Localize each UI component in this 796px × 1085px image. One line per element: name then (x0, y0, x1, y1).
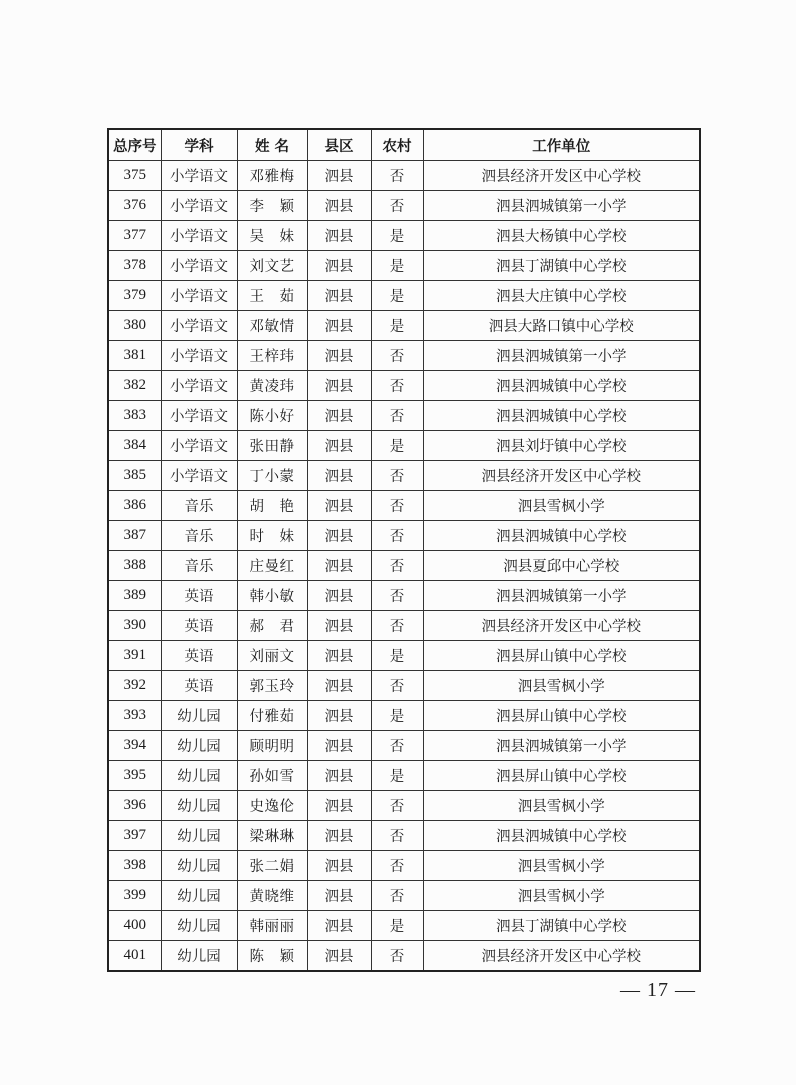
cell-subject: 小学语文 (161, 461, 237, 491)
cell-serial-number: 381 (108, 341, 161, 371)
cell-work-unit: 泗县泗城镇中心学校 (423, 371, 700, 401)
cell-subject: 小学语文 (161, 371, 237, 401)
cell-serial-number: 394 (108, 731, 161, 761)
cell-work-unit: 泗县雪枫小学 (423, 491, 700, 521)
cell-rural: 否 (371, 881, 423, 911)
cell-rural: 否 (371, 611, 423, 641)
cell-serial-number: 375 (108, 161, 161, 191)
cell-serial-number: 400 (108, 911, 161, 941)
table-row (108, 881, 700, 911)
cell-serial-number: 399 (108, 881, 161, 911)
cell-name: 陈 颖 (237, 941, 307, 972)
table-row (108, 581, 700, 611)
cell-name: 刘文艺 (237, 251, 307, 281)
cell-subject: 幼儿园 (161, 851, 237, 881)
table-row (108, 161, 700, 191)
cell-county: 泗县 (307, 911, 371, 941)
table-header-row (108, 129, 700, 161)
cell-work-unit: 泗县雪枫小学 (423, 791, 700, 821)
table-row (108, 341, 700, 371)
cell-rural: 否 (371, 671, 423, 701)
cell-work-unit: 泗县屏山镇中心学校 (423, 761, 700, 791)
cell-work-unit: 泗县雪枫小学 (423, 671, 700, 701)
cell-serial-number: 392 (108, 671, 161, 701)
table-body (108, 161, 700, 972)
cell-subject: 幼儿园 (161, 881, 237, 911)
cell-subject: 小学语文 (161, 191, 237, 221)
cell-work-unit: 泗县大庄镇中心学校 (423, 281, 700, 311)
cell-name: 黄晓维 (237, 881, 307, 911)
cell-subject: 小学语文 (161, 341, 237, 371)
cell-rural: 否 (371, 491, 423, 521)
cell-serial-number: 398 (108, 851, 161, 881)
cell-subject: 幼儿园 (161, 821, 237, 851)
table-row (108, 281, 700, 311)
cell-county: 泗县 (307, 401, 371, 431)
cell-serial-number: 393 (108, 701, 161, 731)
cell-subject: 小学语文 (161, 401, 237, 431)
cell-name: 韩小敏 (237, 581, 307, 611)
cell-name: 胡 艳 (237, 491, 307, 521)
cell-name: 丁小蒙 (237, 461, 307, 491)
cell-name: 孙如雪 (237, 761, 307, 791)
cell-serial-number: 382 (108, 371, 161, 401)
cell-county: 泗县 (307, 821, 371, 851)
cell-county: 泗县 (307, 251, 371, 281)
cell-serial-number: 377 (108, 221, 161, 251)
cell-serial-number: 397 (108, 821, 161, 851)
cell-name: 梁琳琳 (237, 821, 307, 851)
cell-subject: 幼儿园 (161, 761, 237, 791)
cell-county: 泗县 (307, 611, 371, 641)
cell-name: 郝 君 (237, 611, 307, 641)
table-row (108, 791, 700, 821)
cell-subject: 音乐 (161, 551, 237, 581)
cell-rural: 否 (371, 521, 423, 551)
table-row (108, 221, 700, 251)
cell-county: 泗县 (307, 851, 371, 881)
cell-serial-number: 383 (108, 401, 161, 431)
cell-subject: 幼儿园 (161, 701, 237, 731)
cell-name: 顾明明 (237, 731, 307, 761)
cell-subject: 小学语文 (161, 281, 237, 311)
cell-rural: 否 (371, 371, 423, 401)
cell-rural: 否 (371, 731, 423, 761)
table-row (108, 611, 700, 641)
column-header-serial-number: 总序号 (108, 129, 161, 161)
cell-county: 泗县 (307, 311, 371, 341)
cell-name: 吴 妹 (237, 221, 307, 251)
table-row (108, 761, 700, 791)
column-header-work-unit: 工作单位 (423, 129, 700, 161)
cell-name: 邓敏情 (237, 311, 307, 341)
cell-work-unit: 泗县泗城镇第一小学 (423, 581, 700, 611)
cell-work-unit: 泗县丁湖镇中心学校 (423, 911, 700, 941)
cell-rural: 是 (371, 701, 423, 731)
cell-serial-number: 379 (108, 281, 161, 311)
column-header-name: 姓 名 (237, 129, 307, 161)
table-row (108, 371, 700, 401)
cell-serial-number: 387 (108, 521, 161, 551)
cell-name: 黄凌玮 (237, 371, 307, 401)
cell-rural: 是 (371, 431, 423, 461)
cell-name: 张田静 (237, 431, 307, 461)
cell-work-unit: 泗县泗城镇中心学校 (423, 521, 700, 551)
cell-serial-number: 386 (108, 491, 161, 521)
cell-rural: 是 (371, 281, 423, 311)
cell-county: 泗县 (307, 191, 371, 221)
cell-work-unit: 泗县泗城镇第一小学 (423, 731, 700, 761)
cell-county: 泗县 (307, 491, 371, 521)
column-header-subject: 学科 (161, 129, 237, 161)
cell-subject: 音乐 (161, 491, 237, 521)
table-row (108, 911, 700, 941)
cell-subject: 英语 (161, 671, 237, 701)
cell-name: 郭玉玲 (237, 671, 307, 701)
table-row (108, 641, 700, 671)
cell-serial-number: 389 (108, 581, 161, 611)
cell-serial-number: 390 (108, 611, 161, 641)
table-row (108, 521, 700, 551)
cell-subject: 幼儿园 (161, 941, 237, 972)
table-row (108, 731, 700, 761)
cell-county: 泗县 (307, 791, 371, 821)
cell-work-unit: 泗县经济开发区中心学校 (423, 941, 700, 972)
cell-serial-number: 395 (108, 761, 161, 791)
table-row (108, 311, 700, 341)
page-number: — 17 — (620, 979, 696, 1001)
cell-county: 泗县 (307, 941, 371, 972)
cell-rural: 否 (371, 821, 423, 851)
cell-work-unit: 泗县经济开发区中心学校 (423, 611, 700, 641)
cell-work-unit: 泗县大杨镇中心学校 (423, 221, 700, 251)
cell-subject: 幼儿园 (161, 791, 237, 821)
cell-name: 陈小好 (237, 401, 307, 431)
cell-county: 泗县 (307, 701, 371, 731)
cell-rural: 否 (371, 791, 423, 821)
cell-work-unit: 泗县经济开发区中心学校 (423, 161, 700, 191)
table-row (108, 431, 700, 461)
cell-work-unit: 泗县屏山镇中心学校 (423, 701, 700, 731)
cell-serial-number: 376 (108, 191, 161, 221)
cell-work-unit: 泗县泗城镇第一小学 (423, 191, 700, 221)
column-header-county: 县区 (307, 129, 371, 161)
cell-work-unit: 泗县经济开发区中心学校 (423, 461, 700, 491)
cell-name: 史逸伦 (237, 791, 307, 821)
cell-serial-number: 388 (108, 551, 161, 581)
cell-rural: 是 (371, 311, 423, 341)
table-row (108, 401, 700, 431)
cell-rural: 是 (371, 911, 423, 941)
table-row (108, 551, 700, 581)
cell-rural: 否 (371, 551, 423, 581)
cell-county: 泗县 (307, 341, 371, 371)
cell-rural: 是 (371, 761, 423, 791)
cell-subject: 小学语文 (161, 221, 237, 251)
cell-rural: 否 (371, 401, 423, 431)
cell-rural: 是 (371, 641, 423, 671)
cell-rural: 否 (371, 161, 423, 191)
cell-rural: 否 (371, 461, 423, 491)
cell-work-unit: 泗县雪枫小学 (423, 881, 700, 911)
cell-serial-number: 391 (108, 641, 161, 671)
cell-name: 王 茹 (237, 281, 307, 311)
cell-rural: 否 (371, 941, 423, 972)
cell-work-unit: 泗县雪枫小学 (423, 851, 700, 881)
cell-subject: 幼儿园 (161, 731, 237, 761)
cell-serial-number: 380 (108, 311, 161, 341)
cell-subject: 英语 (161, 641, 237, 671)
cell-rural: 否 (371, 851, 423, 881)
cell-county: 泗县 (307, 881, 371, 911)
cell-county: 泗县 (307, 161, 371, 191)
cell-rural: 是 (371, 221, 423, 251)
cell-work-unit: 泗县泗城镇中心学校 (423, 821, 700, 851)
cell-subject: 英语 (161, 581, 237, 611)
cell-subject: 小学语文 (161, 311, 237, 341)
cell-name: 庄曼红 (237, 551, 307, 581)
table-row (108, 461, 700, 491)
cell-serial-number: 384 (108, 431, 161, 461)
cell-rural: 否 (371, 581, 423, 611)
table-row (108, 941, 700, 972)
cell-subject: 幼儿园 (161, 911, 237, 941)
cell-county: 泗县 (307, 761, 371, 791)
cell-serial-number: 401 (108, 941, 161, 972)
teacher-roster-table (107, 128, 701, 972)
table-row (108, 491, 700, 521)
cell-serial-number: 385 (108, 461, 161, 491)
cell-county: 泗县 (307, 731, 371, 761)
cell-name: 王梓玮 (237, 341, 307, 371)
cell-name: 时 妹 (237, 521, 307, 551)
table-row (108, 191, 700, 221)
cell-work-unit: 泗县夏邱中心学校 (423, 551, 700, 581)
cell-name: 付雅茹 (237, 701, 307, 731)
cell-subject: 小学语文 (161, 251, 237, 281)
cell-subject: 音乐 (161, 521, 237, 551)
cell-county: 泗县 (307, 671, 371, 701)
cell-county: 泗县 (307, 281, 371, 311)
cell-subject: 英语 (161, 611, 237, 641)
cell-subject: 小学语文 (161, 431, 237, 461)
cell-county: 泗县 (307, 521, 371, 551)
table-row (108, 821, 700, 851)
cell-name: 刘丽文 (237, 641, 307, 671)
cell-work-unit: 泗县丁湖镇中心学校 (423, 251, 700, 281)
cell-work-unit: 泗县大路口镇中心学校 (423, 311, 700, 341)
cell-rural: 否 (371, 191, 423, 221)
cell-county: 泗县 (307, 551, 371, 581)
cell-serial-number: 396 (108, 791, 161, 821)
cell-county: 泗县 (307, 581, 371, 611)
cell-work-unit: 泗县刘圩镇中心学校 (423, 431, 700, 461)
table-row (108, 851, 700, 881)
cell-serial-number: 378 (108, 251, 161, 281)
cell-name: 韩丽丽 (237, 911, 307, 941)
cell-county: 泗县 (307, 371, 371, 401)
cell-county: 泗县 (307, 221, 371, 251)
cell-name: 邓雅梅 (237, 161, 307, 191)
cell-county: 泗县 (307, 641, 371, 671)
cell-work-unit: 泗县泗城镇中心学校 (423, 401, 700, 431)
cell-rural: 否 (371, 341, 423, 371)
cell-county: 泗县 (307, 461, 371, 491)
cell-name: 李 颖 (237, 191, 307, 221)
cell-name: 张二娟 (237, 851, 307, 881)
table-row (108, 671, 700, 701)
table-row (108, 701, 700, 731)
column-header-rural: 农村 (371, 129, 423, 161)
cell-work-unit: 泗县屏山镇中心学校 (423, 641, 700, 671)
cell-rural: 是 (371, 251, 423, 281)
table-row (108, 251, 700, 281)
cell-county: 泗县 (307, 431, 371, 461)
cell-work-unit: 泗县泗城镇第一小学 (423, 341, 700, 371)
cell-subject: 小学语文 (161, 161, 237, 191)
